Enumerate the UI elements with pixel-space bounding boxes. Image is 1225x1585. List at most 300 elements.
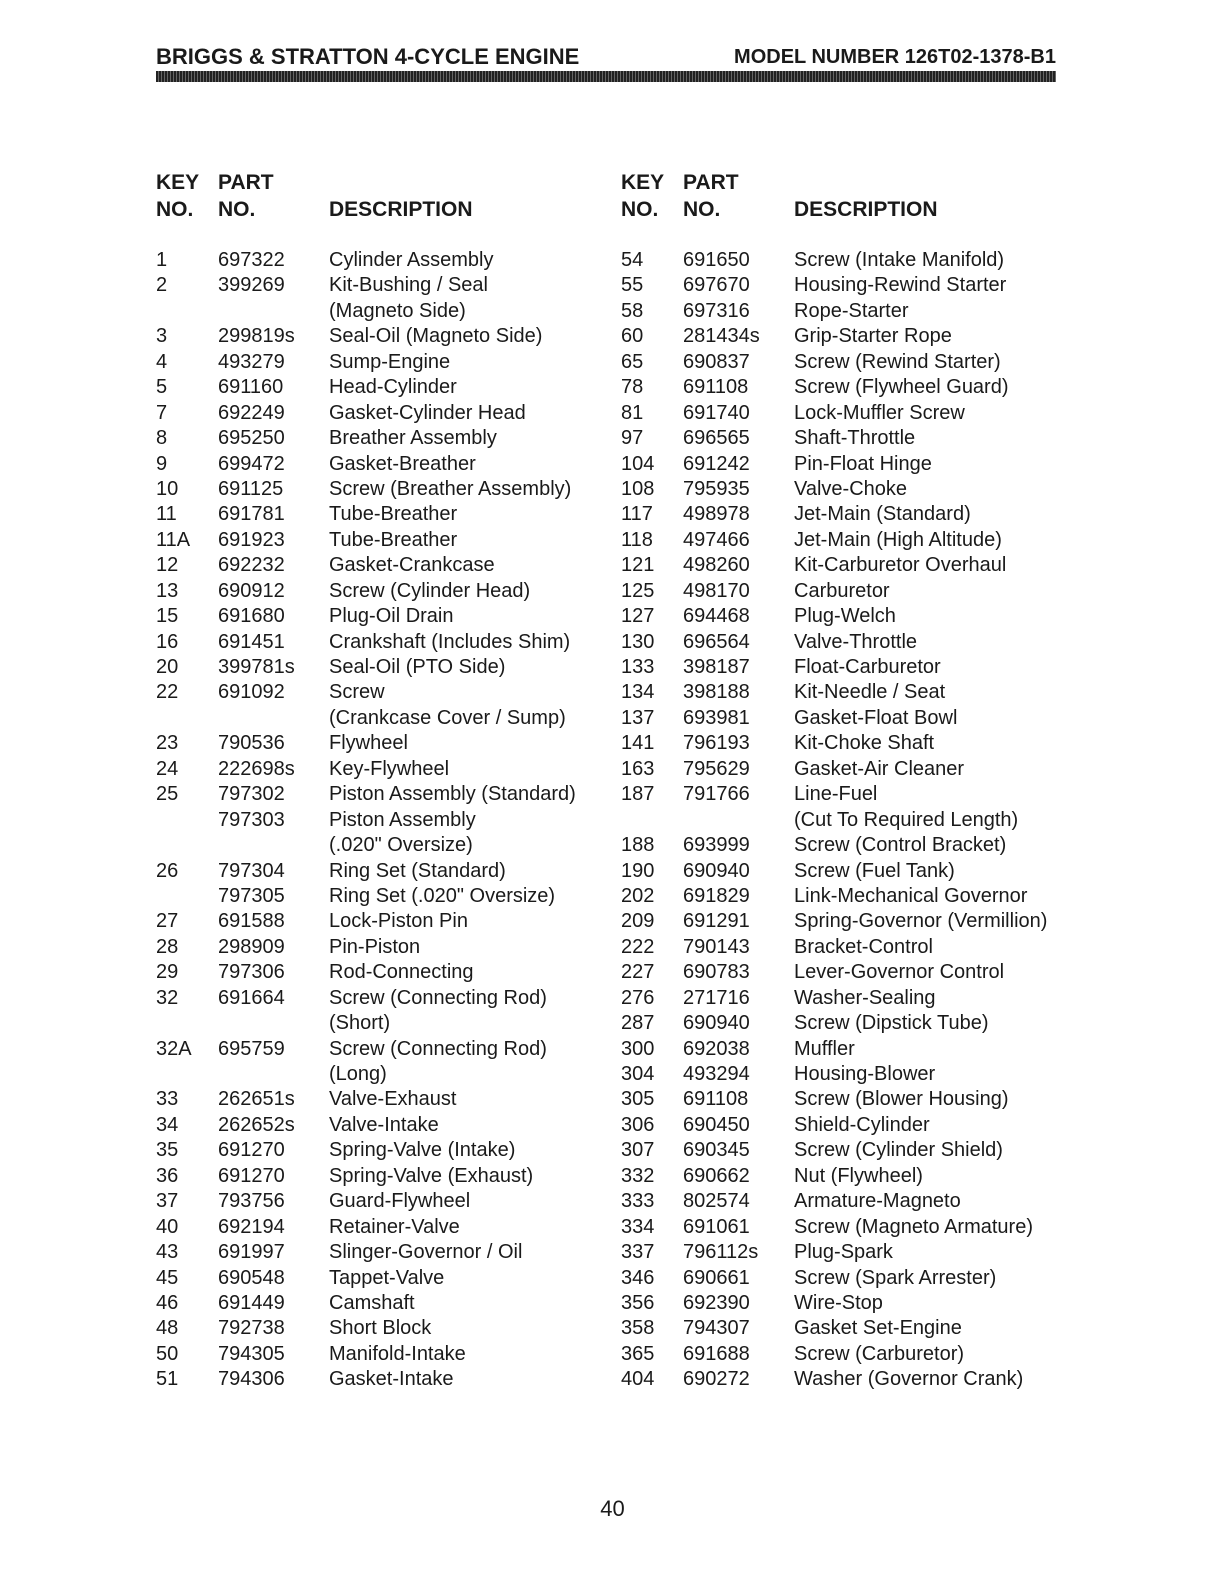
description: Rod-Connecting bbox=[329, 961, 474, 984]
table-row bbox=[156, 1138, 616, 1163]
table-row bbox=[621, 808, 1081, 833]
part-no: 691108 bbox=[683, 1088, 749, 1111]
key-no: 32 bbox=[156, 986, 179, 1009]
table-row bbox=[156, 1087, 616, 1112]
description: Sump-Engine bbox=[329, 350, 451, 373]
table-row bbox=[156, 960, 616, 985]
part-no: 792738 bbox=[218, 1317, 285, 1340]
table-row bbox=[156, 1164, 616, 1189]
part-no: 697670 bbox=[683, 274, 750, 297]
description: Gasket Set-Engine bbox=[794, 1317, 962, 1340]
table-row bbox=[156, 1011, 616, 1036]
table-row bbox=[156, 426, 616, 451]
key-no: 1 bbox=[156, 249, 168, 271]
description: Housing-Rewind Starter bbox=[794, 274, 1007, 297]
table-row bbox=[156, 1189, 616, 1214]
description: Piston Assembly (Standard) bbox=[329, 783, 576, 806]
description: Shield-Cylinder bbox=[794, 1113, 930, 1136]
part-header-line2: NO. bbox=[218, 198, 256, 221]
description: Seal-Oil (PTO Side) bbox=[329, 656, 506, 678]
part-no: 794306 bbox=[218, 1368, 285, 1391]
description: Kit-Choke Shaft bbox=[794, 732, 935, 755]
table-row bbox=[621, 986, 1081, 1011]
description: Nut (Flywheel) bbox=[794, 1164, 923, 1187]
table-row bbox=[621, 1266, 1081, 1291]
table-row bbox=[621, 935, 1081, 960]
key-no: 306 bbox=[621, 1113, 655, 1136]
part-no: 791766 bbox=[683, 783, 750, 806]
table-row bbox=[621, 1113, 1081, 1138]
table-row bbox=[156, 1291, 616, 1316]
table-row bbox=[156, 757, 616, 782]
table-row bbox=[621, 1342, 1081, 1367]
part-no: 692249 bbox=[218, 401, 285, 424]
description: Screw (Flywheel Guard) bbox=[794, 376, 1009, 399]
table-row bbox=[156, 1240, 616, 1265]
key-no: 10 bbox=[156, 477, 179, 500]
key-no: 65 bbox=[621, 350, 644, 373]
key-header-line1: KEY bbox=[621, 171, 665, 194]
description: (Magneto Side) bbox=[329, 299, 466, 322]
table-row bbox=[621, 248, 1081, 273]
description: (Cut To Required Length) bbox=[794, 808, 1019, 831]
description: Link-Mechanical Governor bbox=[794, 884, 1028, 907]
table-row bbox=[621, 706, 1081, 731]
table-row bbox=[156, 248, 616, 273]
part-no: 691449 bbox=[218, 1291, 285, 1314]
description: Guard-Flywheel bbox=[329, 1190, 471, 1213]
table-row bbox=[156, 1037, 616, 1062]
key-no: 11 bbox=[156, 503, 177, 526]
table-row bbox=[156, 909, 616, 934]
part-no: 797302 bbox=[218, 783, 285, 806]
description: Valve-Choke bbox=[794, 477, 908, 500]
part-no: 790536 bbox=[218, 732, 285, 755]
key-no: 60 bbox=[621, 325, 644, 348]
key-no: 130 bbox=[621, 630, 655, 653]
table-row bbox=[621, 1138, 1081, 1163]
key-no: 163 bbox=[621, 757, 655, 780]
part-no: 795629 bbox=[683, 757, 750, 780]
part-no: 695250 bbox=[218, 427, 285, 450]
description: Kit-Needle / Seat bbox=[794, 681, 946, 704]
part-no: 797303 bbox=[218, 808, 285, 831]
part-no: 691997 bbox=[218, 1241, 285, 1264]
table-row bbox=[156, 350, 616, 375]
part-no: 690661 bbox=[683, 1266, 750, 1289]
description: Screw bbox=[329, 681, 385, 704]
key-no: 346 bbox=[621, 1266, 655, 1289]
part-no: 697316 bbox=[683, 299, 750, 322]
table-row bbox=[621, 859, 1081, 884]
description: Rope-Starter bbox=[794, 299, 909, 322]
description: Float-Carburetor bbox=[794, 656, 941, 678]
table-row bbox=[156, 833, 616, 858]
key-no: 305 bbox=[621, 1088, 655, 1111]
part-no: 691061 bbox=[683, 1215, 750, 1238]
description: Valve-Throttle bbox=[794, 630, 918, 653]
table-row bbox=[621, 1087, 1081, 1112]
key-no: 104 bbox=[621, 452, 655, 475]
part-no: 690548 bbox=[218, 1266, 285, 1289]
key-no: 35 bbox=[156, 1139, 179, 1162]
table-row bbox=[621, 1164, 1081, 1189]
description-header: DESCRIPTION bbox=[794, 198, 938, 221]
description: Gasket-Float Bowl bbox=[794, 706, 958, 729]
description: Screw (Magneto Armature) bbox=[794, 1215, 1033, 1238]
table-row bbox=[621, 604, 1081, 629]
key-no: 127 bbox=[621, 605, 655, 628]
description: Screw (Dipstick Tube) bbox=[794, 1012, 989, 1035]
table-row bbox=[621, 1367, 1081, 1392]
table-row bbox=[621, 375, 1081, 400]
key-no: 50 bbox=[156, 1342, 179, 1365]
description: Grip-Starter Rope bbox=[794, 325, 952, 348]
table-row bbox=[621, 655, 1081, 680]
part-no: 690662 bbox=[683, 1164, 750, 1187]
key-no: 133 bbox=[621, 656, 655, 678]
description: Carburetor bbox=[794, 579, 890, 602]
description: (Short) bbox=[329, 1012, 391, 1035]
key-no: 118 bbox=[621, 528, 653, 551]
table-row bbox=[156, 502, 616, 527]
description: Lock-Muffler Screw bbox=[794, 401, 965, 424]
part-no: 691270 bbox=[218, 1139, 285, 1162]
description: Pin-Piston bbox=[329, 935, 421, 958]
part-no: 691588 bbox=[218, 910, 285, 933]
part-no: 696564 bbox=[683, 630, 750, 653]
part-no: 691740 bbox=[683, 401, 750, 424]
description: Valve-Exhaust bbox=[329, 1088, 457, 1111]
key-no: 24 bbox=[156, 757, 179, 780]
part-no: 690940 bbox=[683, 1012, 750, 1035]
table-row bbox=[621, 324, 1081, 349]
description: Ring Set (.020" Oversize) bbox=[329, 884, 556, 907]
part-no: 690783 bbox=[683, 961, 750, 984]
key-no: 141 bbox=[621, 732, 655, 755]
key-no: 16 bbox=[156, 630, 179, 653]
part-no: 691680 bbox=[218, 605, 285, 628]
key-no: 40 bbox=[156, 1215, 179, 1238]
description: Housing-Blower bbox=[794, 1063, 936, 1085]
key-no: 81 bbox=[621, 401, 644, 424]
description: Wire-Stop bbox=[794, 1291, 883, 1314]
key-no: 15 bbox=[156, 605, 179, 628]
key-no: 209 bbox=[621, 910, 655, 933]
key-no: 34 bbox=[156, 1113, 179, 1136]
description: Washer-Sealing bbox=[794, 986, 936, 1009]
description: Gasket-Crankcase bbox=[329, 554, 495, 577]
table-row bbox=[156, 630, 616, 655]
key-no: 121 bbox=[621, 554, 655, 577]
part-no: 497466 bbox=[683, 528, 750, 551]
key-no: 28 bbox=[156, 935, 179, 958]
table-row bbox=[156, 528, 616, 553]
description: Plug-Welch bbox=[794, 605, 896, 628]
description: Screw (Cylinder Shield) bbox=[794, 1139, 1003, 1162]
table-body bbox=[156, 248, 616, 1393]
part-no: 692390 bbox=[683, 1291, 750, 1314]
key-no: 26 bbox=[156, 859, 179, 882]
description: Screw (Spark Arrester) bbox=[794, 1266, 997, 1289]
key-no: 7 bbox=[156, 401, 168, 424]
table-row bbox=[156, 401, 616, 426]
key-no: 125 bbox=[621, 579, 655, 602]
parts-table-right bbox=[621, 170, 1081, 1391]
table-row bbox=[621, 909, 1081, 934]
part-no: 498978 bbox=[683, 503, 750, 526]
description: Kit-Carburetor Overhaul bbox=[794, 554, 1007, 577]
part-no: 691650 bbox=[683, 249, 750, 271]
key-no: 404 bbox=[621, 1368, 655, 1391]
table-row bbox=[621, 502, 1081, 527]
part-no: 271716 bbox=[683, 986, 750, 1009]
description: Cylinder Assembly bbox=[329, 249, 494, 271]
key-no: 97 bbox=[621, 427, 644, 450]
key-no: 13 bbox=[156, 579, 179, 602]
table-row bbox=[621, 299, 1081, 324]
key-no: 333 bbox=[621, 1190, 655, 1213]
key-no: 29 bbox=[156, 961, 179, 984]
description: Spring-Valve (Exhaust) bbox=[329, 1164, 534, 1187]
part-no: 793756 bbox=[218, 1190, 285, 1213]
part-no: 398188 bbox=[683, 681, 750, 704]
part-no: 262652s bbox=[218, 1113, 295, 1136]
model-number: MODEL NUMBER 126T02-1378-B1 bbox=[734, 46, 1056, 68]
description: Screw (Fuel Tank) bbox=[794, 859, 955, 882]
table-body bbox=[621, 248, 1081, 1393]
table-row bbox=[621, 680, 1081, 705]
key-no: 356 bbox=[621, 1291, 655, 1314]
key-no: 43 bbox=[156, 1241, 179, 1264]
part-no: 691125 bbox=[218, 477, 284, 500]
key-no: 334 bbox=[621, 1215, 655, 1238]
key-no: 187 bbox=[621, 783, 655, 806]
table-row bbox=[156, 1215, 616, 1240]
description: Plug-Oil Drain bbox=[329, 605, 454, 628]
table-row bbox=[621, 731, 1081, 756]
key-no: 78 bbox=[621, 376, 644, 399]
part-no: 691829 bbox=[683, 884, 750, 907]
table-row bbox=[621, 579, 1081, 604]
description: Gasket-Intake bbox=[329, 1368, 454, 1391]
table-row bbox=[621, 1189, 1081, 1214]
table-row bbox=[621, 833, 1081, 858]
table-row bbox=[156, 808, 616, 833]
key-no: 8 bbox=[156, 427, 168, 450]
description: Lever-Governor Control bbox=[794, 961, 1005, 984]
description: Spring-Governor (Vermillion) bbox=[794, 910, 1048, 933]
part-no: 795935 bbox=[683, 477, 750, 500]
table-row bbox=[156, 731, 616, 756]
description-header: DESCRIPTION bbox=[329, 198, 473, 221]
key-no: 222 bbox=[621, 935, 655, 958]
part-no: 691688 bbox=[683, 1342, 750, 1365]
part-no: 690940 bbox=[683, 859, 750, 882]
key-no: 20 bbox=[156, 656, 179, 678]
key-no: 48 bbox=[156, 1317, 179, 1340]
table-row bbox=[156, 299, 616, 324]
table-row bbox=[156, 1367, 616, 1392]
page-number: 40 bbox=[600, 1496, 625, 1521]
table-row bbox=[621, 1316, 1081, 1341]
engine-title: BRIGGS & STRATTON 4-CYCLE ENGINE bbox=[156, 44, 580, 69]
key-no: 3 bbox=[156, 325, 168, 348]
table-row bbox=[156, 452, 616, 477]
table-row bbox=[156, 273, 616, 298]
part-no: 696565 bbox=[683, 427, 750, 450]
part-no: 299819s bbox=[218, 325, 295, 348]
description: Piston Assembly bbox=[329, 808, 476, 831]
table-row bbox=[156, 706, 616, 731]
table-row bbox=[621, 1240, 1081, 1265]
key-no: 22 bbox=[156, 681, 179, 704]
description: Screw (Connecting Rod) bbox=[329, 986, 547, 1009]
key-no: 358 bbox=[621, 1317, 655, 1340]
part-no: 690345 bbox=[683, 1139, 750, 1162]
key-no: 36 bbox=[156, 1164, 179, 1187]
part-no: 262651s bbox=[218, 1088, 295, 1111]
key-no: 117 bbox=[621, 503, 653, 526]
table-row bbox=[156, 1266, 616, 1291]
part-no: 691923 bbox=[218, 528, 285, 551]
key-no: 190 bbox=[621, 859, 655, 882]
table-row bbox=[156, 655, 616, 680]
part-no: 691242 bbox=[683, 452, 750, 475]
key-no: 108 bbox=[621, 477, 655, 500]
table-row bbox=[156, 553, 616, 578]
table-row bbox=[156, 1316, 616, 1341]
key-no: 11A bbox=[156, 528, 191, 551]
key-header-line1: KEY bbox=[156, 171, 200, 194]
table-row bbox=[621, 757, 1081, 782]
part-no: 694468 bbox=[683, 605, 750, 628]
key-no: 307 bbox=[621, 1139, 655, 1162]
description: Flywheel bbox=[329, 732, 408, 755]
key-no: 188 bbox=[621, 834, 655, 857]
description: Ring Set (Standard) bbox=[329, 859, 506, 882]
table-row bbox=[156, 1342, 616, 1367]
table-row bbox=[156, 680, 616, 705]
key-no: 58 bbox=[621, 299, 644, 322]
table-row bbox=[621, 1037, 1081, 1062]
description: Head-Cylinder bbox=[329, 376, 457, 399]
key-no: 9 bbox=[156, 452, 168, 475]
table-row bbox=[621, 350, 1081, 375]
key-no: 276 bbox=[621, 986, 655, 1009]
table-row bbox=[621, 528, 1081, 553]
key-no: 51 bbox=[156, 1368, 179, 1391]
table-row bbox=[156, 324, 616, 349]
part-no: 498260 bbox=[683, 554, 750, 577]
table-row bbox=[621, 960, 1081, 985]
part-no: 699472 bbox=[218, 452, 285, 475]
description: Screw (Rewind Starter) bbox=[794, 350, 1001, 373]
description: Gasket-Air Cleaner bbox=[794, 757, 965, 780]
description: Screw (Carburetor) bbox=[794, 1342, 965, 1365]
part-no: 281434s bbox=[683, 325, 760, 348]
part-no: 690837 bbox=[683, 350, 750, 373]
key-no: 33 bbox=[156, 1088, 179, 1111]
part-no: 790143 bbox=[683, 935, 750, 958]
part-no: 498170 bbox=[683, 579, 750, 602]
header-rule bbox=[156, 71, 1056, 82]
key-no: 300 bbox=[621, 1037, 655, 1060]
part-no: 691781 bbox=[218, 503, 285, 526]
description: Manifold-Intake bbox=[329, 1342, 466, 1365]
key-no: 134 bbox=[621, 681, 655, 704]
description: Bracket-Control bbox=[794, 935, 933, 958]
table-row bbox=[621, 884, 1081, 909]
description: Tube-Breather bbox=[329, 503, 458, 526]
part-no: 693981 bbox=[683, 706, 750, 729]
description: Valve-Intake bbox=[329, 1113, 439, 1136]
key-no: 55 bbox=[621, 274, 644, 297]
part-no: 794307 bbox=[683, 1317, 750, 1340]
part-no: 796193 bbox=[683, 732, 750, 755]
description: Screw (Intake Manifold) bbox=[794, 249, 1005, 271]
key-no: 5 bbox=[156, 376, 168, 399]
part-no: 692038 bbox=[683, 1037, 750, 1060]
table-row bbox=[621, 452, 1081, 477]
description: Washer (Governor Crank) bbox=[794, 1368, 1024, 1391]
description: Muffler bbox=[794, 1037, 855, 1060]
table-row bbox=[156, 1062, 616, 1087]
part-no: 691092 bbox=[218, 681, 285, 704]
key-no: 202 bbox=[621, 884, 655, 907]
key-no: 2 bbox=[156, 274, 168, 297]
part-no: 399269 bbox=[218, 274, 285, 297]
description: Armature-Magneto bbox=[794, 1190, 961, 1213]
table-row bbox=[621, 1011, 1081, 1036]
part-no: 691451 bbox=[218, 630, 285, 653]
description: Key-Flywheel bbox=[329, 757, 450, 780]
part-no: 493294 bbox=[683, 1063, 750, 1085]
key-no: 365 bbox=[621, 1342, 655, 1365]
description: (Long) bbox=[329, 1063, 387, 1085]
part-no: 695759 bbox=[218, 1037, 285, 1060]
table-row bbox=[621, 1062, 1081, 1087]
key-no: 25 bbox=[156, 783, 179, 806]
description: (Crankcase Cover / Sump) bbox=[329, 706, 566, 729]
description: Shaft-Throttle bbox=[794, 427, 916, 450]
description: Retainer-Valve bbox=[329, 1215, 460, 1238]
description: Crankshaft (Includes Shim) bbox=[329, 630, 571, 653]
description: Camshaft bbox=[329, 1291, 415, 1314]
table-row bbox=[621, 426, 1081, 451]
table-row bbox=[156, 604, 616, 629]
part-no: 691291 bbox=[683, 910, 750, 933]
description: Slinger-Governor / Oil bbox=[329, 1241, 523, 1264]
table-row bbox=[156, 986, 616, 1011]
part-no: 697322 bbox=[218, 249, 285, 271]
key-no: 12 bbox=[156, 554, 179, 577]
table-row bbox=[621, 630, 1081, 655]
description: Lock-Piston Pin bbox=[329, 910, 468, 933]
table-row bbox=[621, 553, 1081, 578]
part-no: 794305 bbox=[218, 1342, 285, 1365]
table-row bbox=[156, 859, 616, 884]
part-no: 692194 bbox=[218, 1215, 285, 1238]
key-no: 27 bbox=[156, 910, 179, 933]
key-no: 332 bbox=[621, 1164, 655, 1187]
part-no: 693999 bbox=[683, 834, 750, 857]
part-no: 298909 bbox=[218, 935, 285, 958]
key-no: 37 bbox=[156, 1190, 179, 1213]
part-header-line1: PART bbox=[683, 171, 739, 194]
table-row bbox=[621, 782, 1081, 807]
description: Seal-Oil (Magneto Side) bbox=[329, 325, 543, 348]
